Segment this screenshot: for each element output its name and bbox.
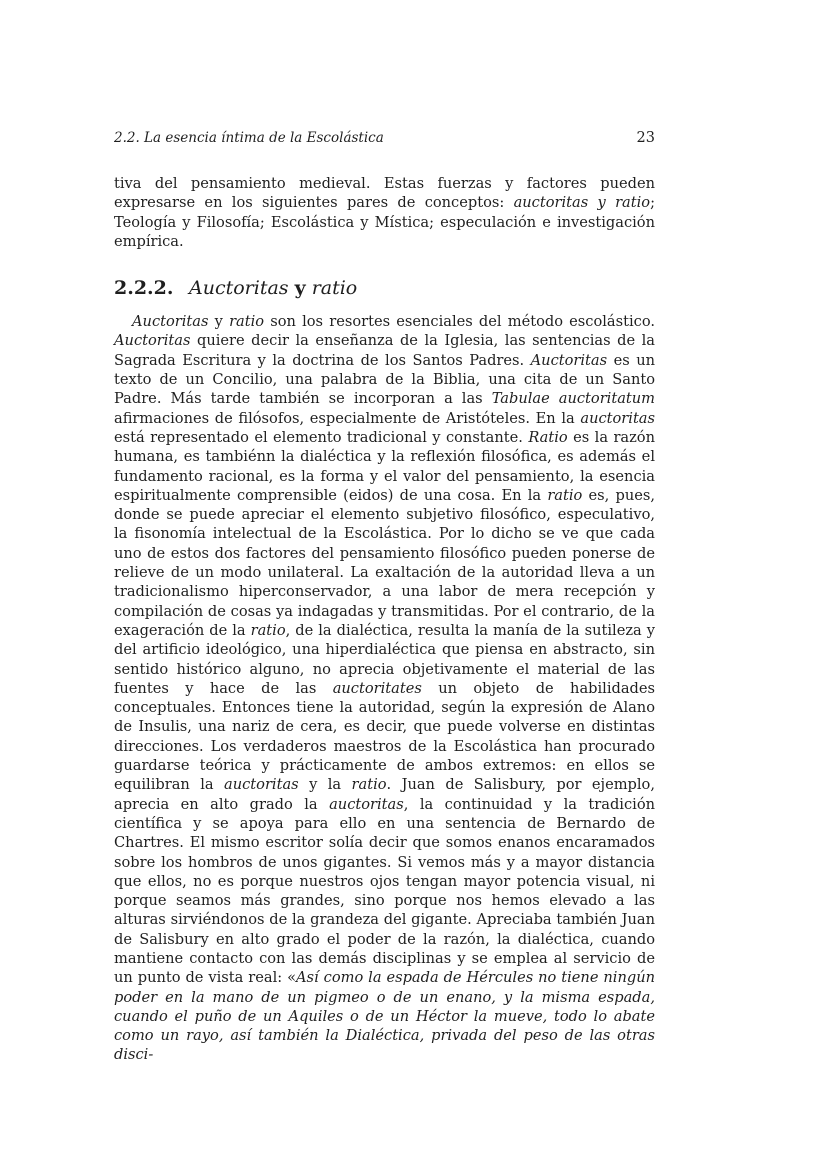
section-title-ratio: ratio: [311, 277, 358, 300]
body-segment: auctoritas: [580, 409, 655, 427]
section-title-auctoritas: Auctoritas: [189, 277, 289, 300]
body-segment: Auctoritas: [132, 313, 209, 331]
body-segment: es la razón humana, es tambiénn la dialéctica y la reflexión filosófica, es además el fundamento racional, es la forma y el valor del pensamiento, la esencia espiritualmente comprensible (eidos) de una cosa. En la: [114, 428, 655, 504]
body-segment: y: [208, 313, 230, 331]
document-page: [114, 130, 655, 1065]
body-segment: . Juan de Salisbury, por ejemplo, aprecia en alto grado la: [114, 776, 655, 813]
intro-paragraph: [114, 174, 655, 251]
running-head: [114, 130, 655, 156]
body-segment: Auctoritas: [114, 332, 191, 350]
page-number: 23: [636, 130, 655, 146]
body-segment: Auctoritas: [530, 351, 608, 369]
section-title: [189, 276, 357, 300]
body-segment: auctoritas: [224, 776, 299, 794]
body-quotation: Así como la espada de Hércules no tiene ningún poder en la mano de un pigmeo o de un enano, y la misma espada, cuando el puño de un Aquiles o de un Héctor la mueve, todo lo abate como un rayo, así también la Dialéctica, privada del peso de las otras disci-: [114, 969, 655, 1064]
section-number: 2.2.2.: [114, 277, 174, 300]
body-segment: ratio: [229, 313, 265, 331]
body-segment: Tabulae auctoritatum: [491, 390, 655, 408]
body-segment: es un texto de un Concilio, una palabra de la Biblia, una cita de un Santo Padre. Más tarde también se incorporan a las: [114, 351, 655, 408]
body-segment: afirmaciones de filósofos, especialmente de Aristóteles. En la: [114, 409, 581, 427]
body-segment: un objeto de habilidades conceptuales. Entonces tiene la autoridad, según la expresión de Alano de Insulis, una nariz de cera, es decir, que puede volverse en distintas direcciones. Los verdaderos maestros de la Escolástica han procurado guardarse teórica y prácticamente de ambos extremos: en ellos se equilibran la: [114, 679, 655, 794]
body-segment: auctoritas: [329, 795, 404, 813]
body-segment: son los resortes esenciales del método escolástico.: [264, 313, 655, 331]
body-segment: ratio: [250, 621, 286, 639]
body-segment: y la: [298, 776, 352, 794]
body-segment: , de la dialéctica, resulta la manía de la sutileza y del artificio ideológico, una hiperdialéctica que piensa en abstracto, sin sentido histórico alguno, no aprecia objetivamente el material de las fuentes y hace de las: [114, 621, 655, 697]
intro-text-2: ; Teología y Filosofía; Escolástica y Mística; especulación e investigación empírica.: [114, 194, 655, 250]
body-segment: , la continuidad y la tradición científica y se apoya para ello en una sentencia de Bernardo de Chartres. El mismo escritor solía decir que somos enanos encaramados sobre los hombros de unos gigantes. Si vemos más y a mayor distancia que ellos, no es porque nuestros ojos tengan mayor potencia visual, ni porque seamos más grandes, sino porque nos hemos elevado a las alturas sirviéndonos de la grandeza del gigante. Apreciaba también Juan de Salisbury en alto grado el poder de la razón, la dialéctica, cuando mantiene contacto con las demás disciplinas y se emplea al servicio de un punto de vista real: «: [114, 795, 655, 987]
body-segment: ratio: [547, 486, 583, 504]
body-segment: ratio: [351, 776, 387, 794]
body-segment: está representado el elemento tradicional y constante.: [114, 428, 529, 446]
body-segment: Ratio: [528, 428, 568, 446]
intro-text-1: tiva del pensamiento medieval. Estas fuerzas y factores pueden expresarse en los siguientes pares de conceptos:: [114, 175, 655, 212]
body-segment: es, pues, donde se puede apreciar el elemento subjetivo filosófico, especulativo, la fisonomía intelectual de la Escolástica. Por lo dicho se ve que cada uno de estos dos factores del pensamiento filosófico pueden ponerse de relieve de un modo unilateral. La exaltación de la autoridad lleva a un tradicionalismo hiperconservador, a una labor de mera recepción y compilación de cosas ya indagadas y transmitidas. Por el contrario, de la exageración de la: [114, 486, 655, 639]
section-title-y: y: [294, 277, 306, 300]
body-segment: auctoritates: [332, 679, 422, 697]
running-head-title: 2.2. La esencia íntima de la Escolástica: [114, 130, 384, 146]
body-segment: quiere decir la enseñanza de la Iglesia, las sentencias de la Sagrada Escritura y la doctrina de los Santos Padres.: [114, 332, 655, 369]
section-heading: [114, 276, 655, 300]
body-paragraph: [114, 312, 655, 1065]
intro-emphasis: auctoritas y ratio: [513, 194, 651, 212]
